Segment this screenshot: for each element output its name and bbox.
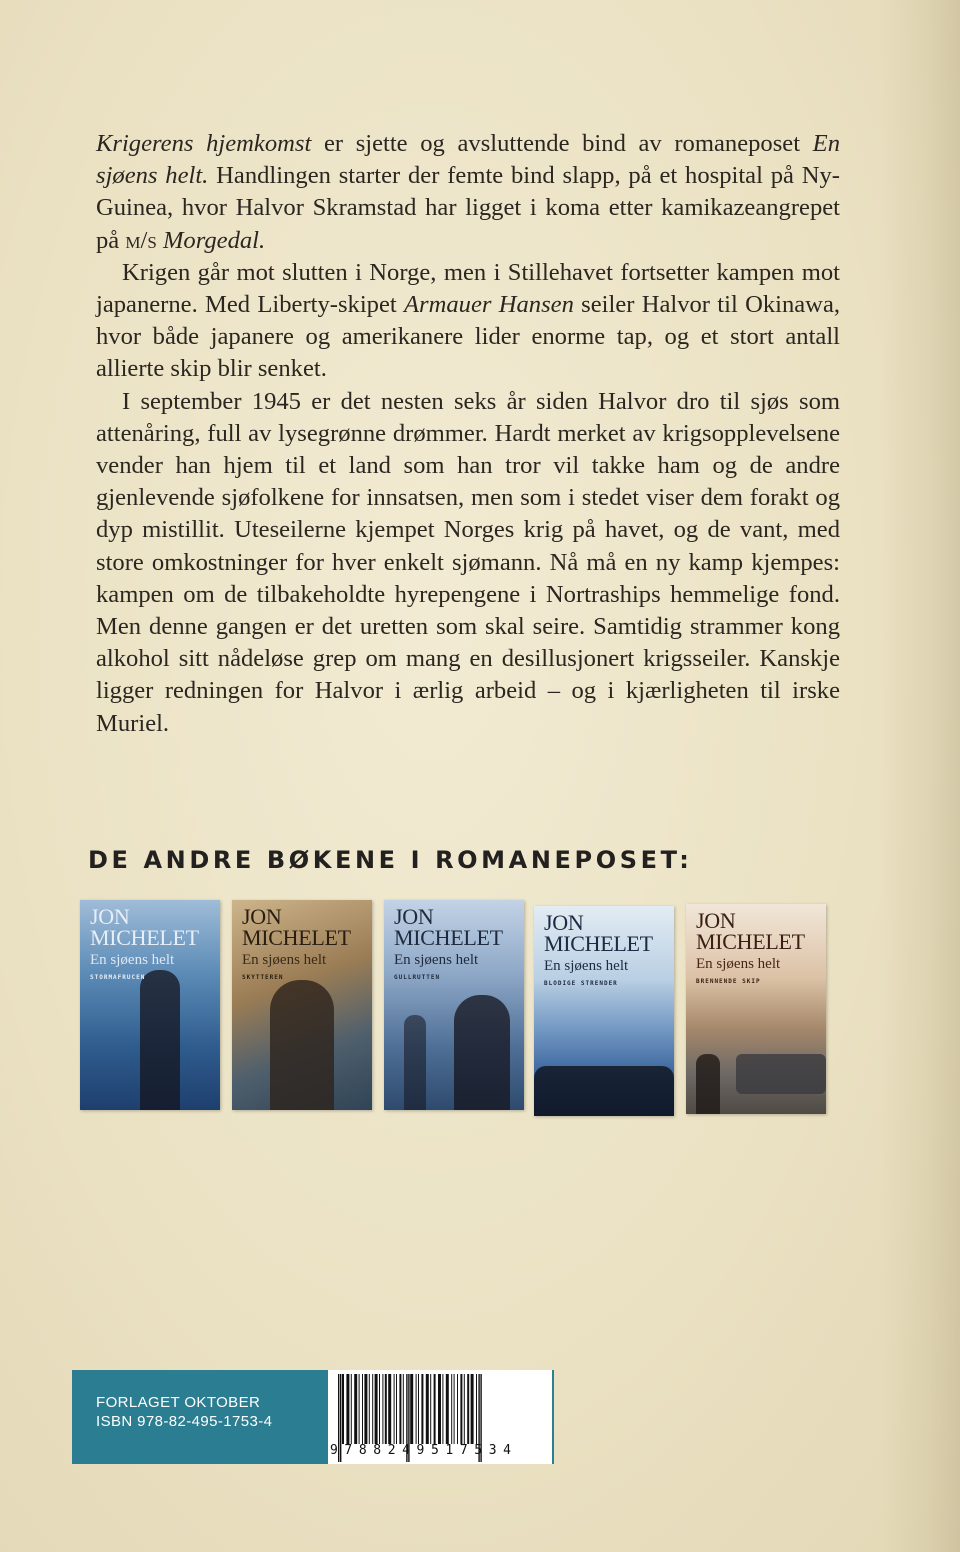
isbn: ISBN 978-82-495-1753-4 — [96, 1413, 273, 1430]
barcode-bar — [388, 1374, 391, 1444]
cover-ship — [736, 1054, 826, 1094]
blurb-text: er sjette og avsluttende bind av romaneposet — [311, 130, 813, 157]
cover-figure — [404, 1015, 426, 1110]
barcode-bar — [421, 1374, 423, 1444]
cover-figure — [696, 1054, 720, 1114]
cover-author: JON MICHELET — [242, 904, 351, 950]
barcode-bar — [375, 1374, 378, 1444]
blurb-paragraph-2 — [96, 257, 840, 386]
barcode-bar — [372, 1374, 373, 1444]
cover-subtitle: BRENNENDE SKIP — [696, 978, 761, 985]
barcode-bar — [454, 1374, 455, 1444]
blurb-paragraph-1 — [96, 128, 840, 257]
cover-author: JON MICHELET — [696, 908, 805, 954]
cover-subtitle: BLODIGE STRENDER — [544, 980, 618, 987]
barcode-bar — [362, 1374, 363, 1444]
barcode-bar — [396, 1374, 397, 1444]
barcode-bar — [394, 1374, 395, 1444]
barcode-bar — [342, 1374, 344, 1444]
ship-name: Armauer Hansen — [404, 291, 574, 319]
cover-series: En sjøens helt — [242, 952, 327, 968]
cover-subtitle: STORMAFRUCEN — [90, 974, 146, 981]
barcode-bar — [351, 1374, 352, 1444]
barcode-digits: 9788249517534 — [330, 1443, 518, 1458]
barcode-bar — [346, 1374, 349, 1444]
cover-subtitle: GULLRUTTEN — [394, 974, 441, 981]
book-cover-1[interactable] — [80, 900, 220, 1110]
cover-series: En sjøens helt — [394, 952, 479, 968]
book-title: Krigerens hjemkomst — [96, 130, 312, 157]
cover-figure — [140, 970, 180, 1110]
publisher-info — [96, 1393, 272, 1431]
barcode-bar — [442, 1374, 443, 1444]
book-cover-4[interactable] — [534, 906, 674, 1116]
barcode-bar — [382, 1374, 383, 1444]
barcode-bar — [359, 1374, 360, 1444]
barcode-bar — [379, 1374, 380, 1444]
cover-figure — [270, 980, 334, 1110]
barcode-bar — [426, 1374, 429, 1444]
cover-author: JON MICHELET — [544, 910, 653, 956]
barcode-bar — [457, 1374, 458, 1444]
ship-name: Morgedal. — [162, 226, 266, 254]
barcode-bar — [471, 1374, 474, 1444]
barcode-bar — [438, 1374, 441, 1444]
cover-series: En sjøens helt — [544, 958, 629, 974]
cover-series: En sjøens helt — [90, 952, 175, 968]
barcode-bar — [464, 1374, 465, 1444]
barcode-bar — [403, 1374, 404, 1444]
barcode-bar — [434, 1374, 436, 1444]
blurb-text: seiler Halvor til Okinawa, hvor både japanere og amerikanere lider enorme tap, og et stort antall allierte skip blir senket. — [96, 291, 841, 383]
blurb-paragraph-3: I september 1945 er det nesten seks år siden Halvor dro til sjøs som attenåring, full av lysegrønne drømmer. Hardt merket av krigsopplevelsene vender han hjem til et land som han tror vil takke ham og de andre gjenlevende sjøfolkene for innsatsen, men som i stedet viser dem forakt og dyp mistillit. Uteseilerne kjempet Norges krig på havet, og de vant, med store omkostninger for hver enkelt sjømann. Nå må en ny kamp kjempes: kampen om de tilbakeholdte hyrepengene i Nortraships hemmelige fond. Men denne gangen er det uretten som skal seire. Samtidig strammer kong alkohol sitt nådeløse grep om mang en desillusjonert krigsseiler. Kanskje ligger redningen for Halvor i ærlig arbeid – og i kjærligheten til irske Muriel. — [96, 387, 840, 737]
ship-prefix: m/s — [125, 226, 157, 254]
book-cover-3[interactable] — [384, 900, 524, 1110]
cover-crowd — [534, 1066, 674, 1116]
book-cover-5[interactable] — [686, 904, 826, 1114]
blurb-text: Krigen går mot slutten i Norge, men i Stillehavet fortsetter kampen mot japanerne. Med Liberty-skipet — [96, 258, 840, 319]
book-cover-2[interactable] — [232, 900, 372, 1110]
barcode-bar — [451, 1374, 452, 1444]
cover-subtitle: SKYTTEREN — [242, 974, 284, 981]
barcode-bar — [385, 1374, 387, 1444]
back-cover-blurb — [96, 128, 840, 740]
spine-shadow — [880, 0, 960, 1552]
barcode-bar — [369, 1374, 370, 1444]
barcode-bar — [467, 1374, 469, 1444]
barcode-bar — [460, 1374, 462, 1444]
other-books-heading: DE ANDRE BØKENE I ROMANEPOSET: — [88, 846, 693, 874]
series-title: En sjøens helt. — [96, 130, 840, 190]
barcode-bar — [399, 1374, 401, 1444]
barcode-bar — [476, 1374, 477, 1444]
barcode-bar — [416, 1374, 417, 1444]
barcode-bar — [418, 1374, 419, 1444]
publisher-name: FORLAGET OKTOBER — [96, 1394, 261, 1411]
barcode-bar — [430, 1374, 431, 1444]
barcode-bar — [410, 1374, 413, 1444]
barcode-bar — [354, 1374, 357, 1444]
blurb-text: Handlingen starter der femte bind slapp, på et hospital på Ny-Guinea, hvor Halvor Skramstad har ligget i koma etter kamikazeangrepet på — [96, 162, 841, 254]
barcode-bar — [446, 1374, 449, 1444]
cover-figure — [454, 995, 510, 1110]
cover-author: JON MICHELET — [90, 904, 199, 950]
cover-series: En sjøens helt — [696, 956, 781, 972]
barcode-bar — [364, 1374, 367, 1444]
cover-author: JON MICHELET — [394, 904, 503, 950]
